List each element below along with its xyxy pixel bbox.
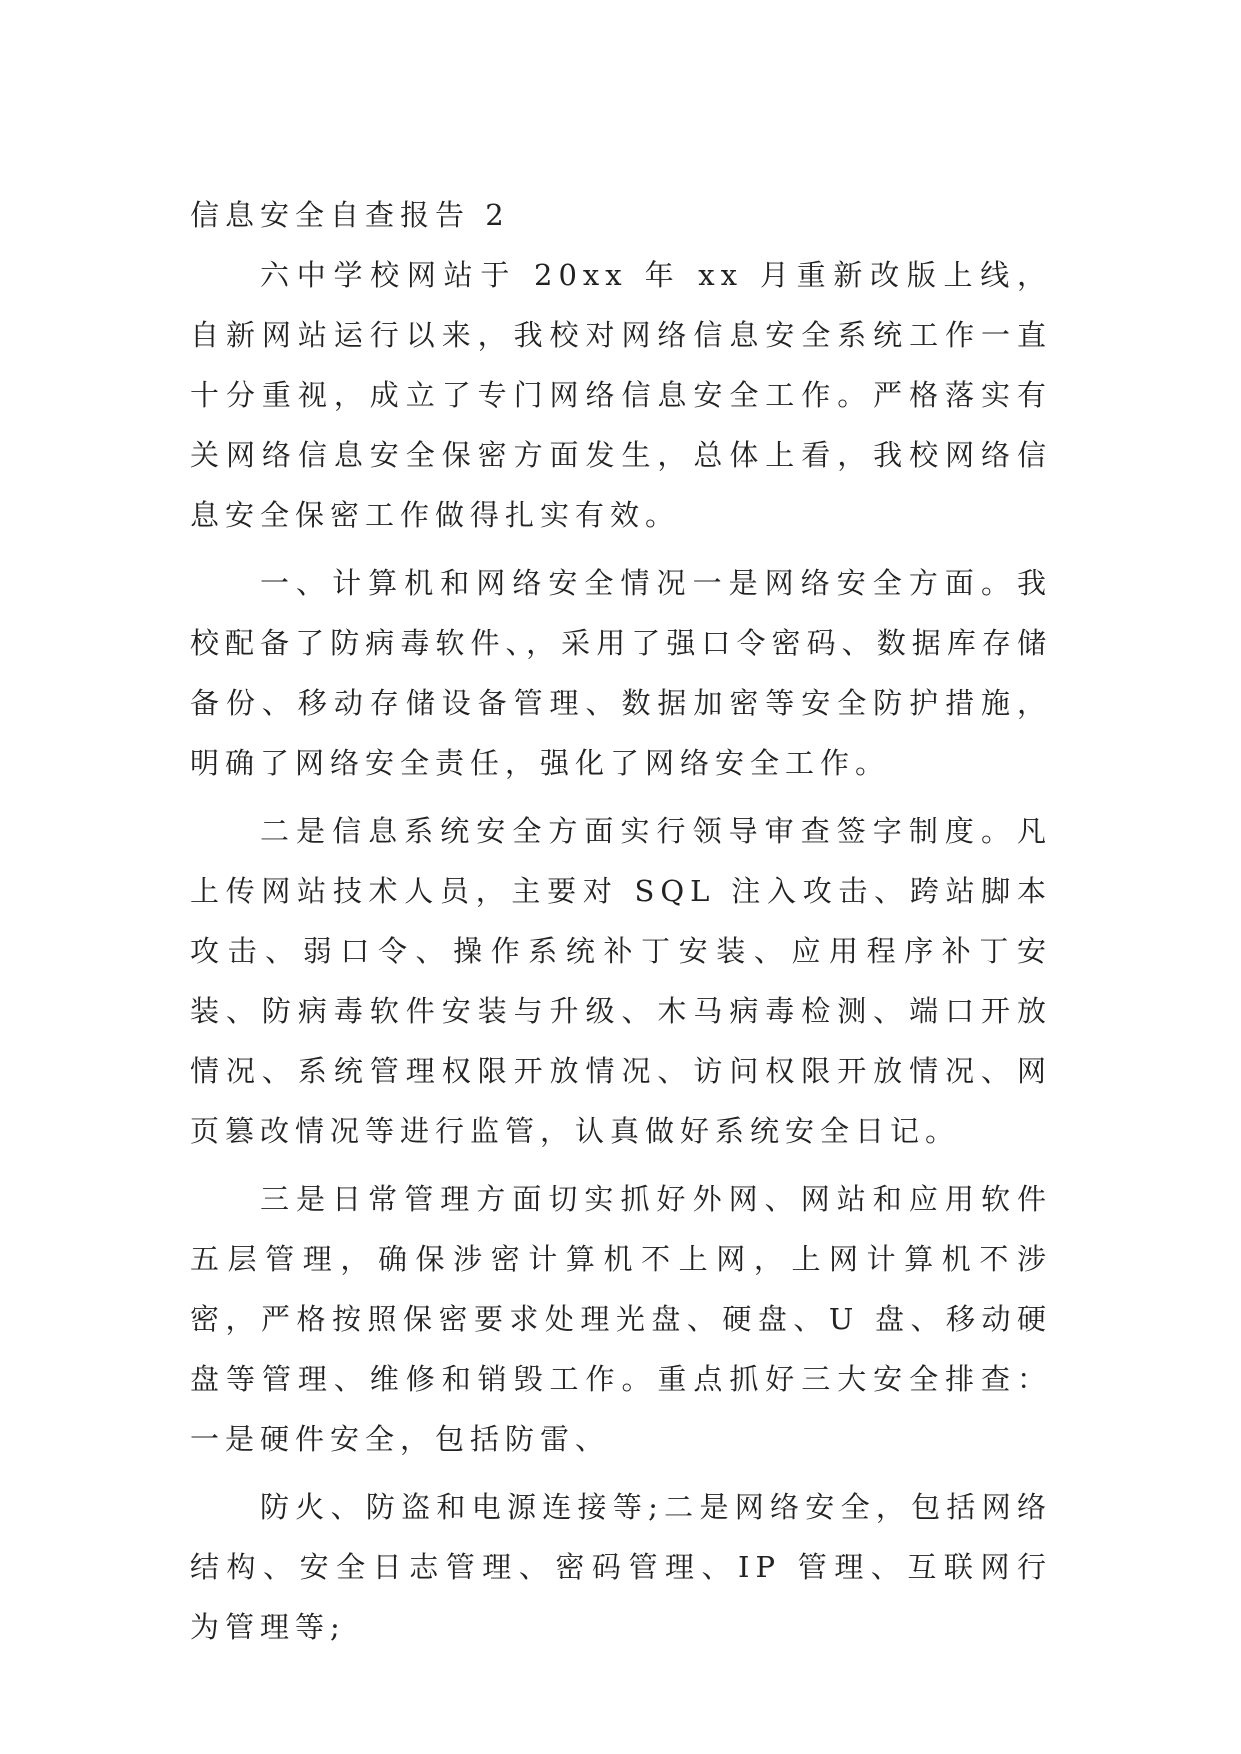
- paragraph-daily-management: 三是日常管理方面切实抓好外网、网站和应用软件五层管理，确保涉密计算机不上网，上网计算机不涉密，严格按照保密要求处理光盘、硬盘、U 盘、移动硬盘等管理、维修和销毁工作。重点抓好三大安全排查：一是硬件安全，包括防雷、: [190, 1182, 1052, 1456]
- paragraph-system-security: 二是信息系统安全方面实行领导审查签字制度。凡上传网站技术人员，主要对 SQL 注入攻击、跨站脚本攻击、弱口令、操作系统补丁安装、应用程序补丁安装、防病毒软件安装与升级、木马病毒检测、端口开放情况、系统管理权限开放情况、访问权限开放情况、网页篡改情况等进行监管，认真做好系统安全日记。: [190, 814, 1052, 1148]
- document-title: 信息安全自查报告 2: [190, 198, 510, 232]
- document-body: [190, 185, 1052, 1657]
- paragraph-network-security: 一、计算机和网络安全情况一是网络安全方面。我校配备了防病毒软件、，采用了强口令密码、数据库存储备份、移动存储设备管理、数据加密等安全防护措施，明确了网络安全责任，强化了网络安全工作。: [190, 566, 1052, 780]
- paragraph-intro: 六中学校网站于 20xx 年 xx 月重新改版上线，自新网站运行以来，我校对网络信息安全系统工作一直十分重视，成立了专门网络信息安全工作。严格落实有关网络信息安全保密方面发生，总体上看，我校网络信息安全保密工作做得扎实有效。: [190, 258, 1052, 532]
- paragraph-continuation: 防火、防盗和电源连接等;二是网络安全，包括网络结构、安全日志管理、密码管理、IP 管理、互联网行为管理等;: [190, 1490, 1052, 1644]
